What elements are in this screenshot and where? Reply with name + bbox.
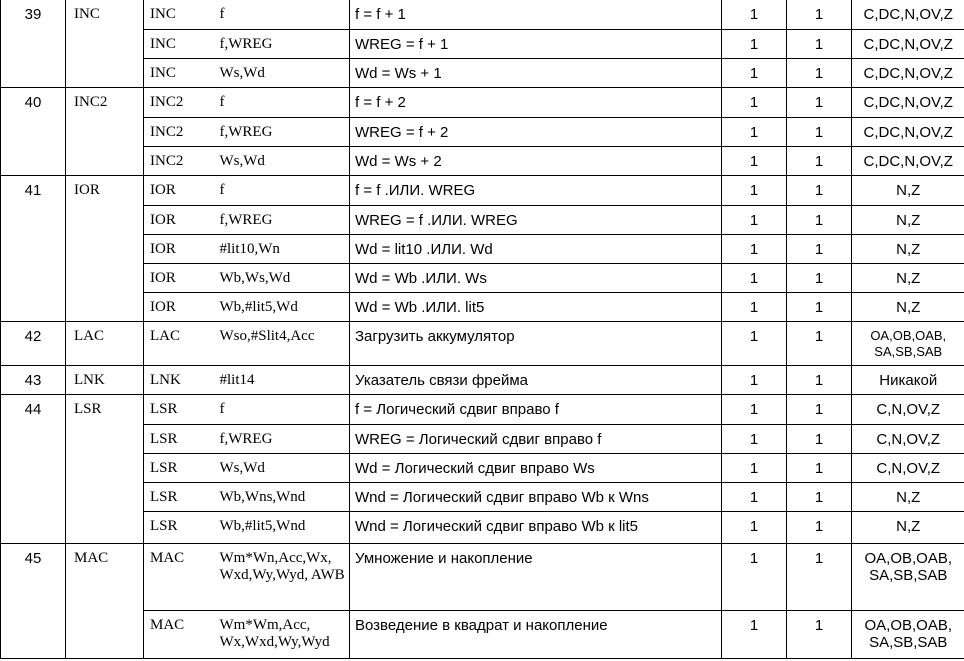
- operands: f: [218, 0, 350, 30]
- status-flags: N,Z: [852, 483, 964, 512]
- words-count: 1: [722, 611, 787, 659]
- table-row: [1, 118, 964, 147]
- assembly-syntax: LSR: [144, 454, 218, 483]
- operands: f: [218, 395, 350, 425]
- description: Wd = Ws + 2: [350, 147, 722, 176]
- status-flags: N,Z: [852, 176, 964, 206]
- words-count: 1: [722, 88, 787, 118]
- instruction-mnemonic: LAC: [66, 322, 144, 366]
- description: f = Логический сдвиг вправо f: [350, 395, 722, 425]
- cycles-count: 1: [787, 264, 852, 293]
- words-count: 1: [722, 366, 787, 395]
- assembly-syntax: INC: [144, 59, 218, 88]
- instruction-mnemonic: IOR: [66, 176, 144, 322]
- status-flags: N,Z: [852, 512, 964, 544]
- cycles-count: 1: [787, 0, 852, 30]
- description: Wd = lit10 .ИЛИ. Wd: [350, 235, 722, 264]
- table-row: [1, 611, 964, 659]
- description: Возведение в квадрат и накопление: [350, 611, 722, 659]
- words-count: 1: [722, 0, 787, 30]
- operands: Wb,Ws,Wd: [218, 264, 350, 293]
- assembly-syntax: INC2: [144, 88, 218, 118]
- table-row: [1, 30, 964, 59]
- assembly-syntax: MAC: [144, 611, 218, 659]
- table-row: [1, 206, 964, 235]
- status-flags: N,Z: [852, 264, 964, 293]
- status-flags: C,DC,N,OV,Z: [852, 0, 964, 30]
- status-flags: Никакой: [852, 366, 964, 395]
- cycles-count: 1: [787, 425, 852, 454]
- description: WREG = f .ИЛИ. WREG: [350, 206, 722, 235]
- table-row: [1, 454, 964, 483]
- table-row: [1, 425, 964, 454]
- description: Wd = Wb .ИЛИ. lit5: [350, 293, 722, 322]
- assembly-syntax: IOR: [144, 206, 218, 235]
- assembly-syntax: INC2: [144, 118, 218, 147]
- status-flags: C,N,OV,Z: [852, 395, 964, 425]
- assembly-syntax: INC: [144, 30, 218, 59]
- table-row: [1, 235, 964, 264]
- words-count: 1: [722, 30, 787, 59]
- words-count: 1: [722, 264, 787, 293]
- table-row: [1, 366, 964, 395]
- status-flags: C,DC,N,OV,Z: [852, 147, 964, 176]
- description: f = f + 2: [350, 88, 722, 118]
- words-count: 1: [722, 176, 787, 206]
- operands: f,WREG: [218, 118, 350, 147]
- status-flags: OA,OB,OAB, SA,SB,SAB: [852, 322, 964, 366]
- cycles-count: 1: [787, 395, 852, 425]
- assembly-syntax: LNK: [144, 366, 218, 395]
- words-count: 1: [722, 293, 787, 322]
- operands: Wm*Wn,Acc,Wx, Wxd,Wy,Wyd, AWB: [218, 544, 350, 611]
- description: Wnd = Логический сдвиг вправо Wb к Wns: [350, 483, 722, 512]
- status-flags: OA,OB,OAB, SA,SB,SAB: [852, 611, 964, 659]
- cycles-count: 1: [787, 235, 852, 264]
- status-flags: OA,OB,OAB, SA,SB,SAB: [852, 544, 964, 611]
- operands: f: [218, 176, 350, 206]
- description: Wnd = Логический сдвиг вправо Wb к lit5: [350, 512, 722, 544]
- assembly-syntax: IOR: [144, 176, 218, 206]
- instruction-number: 44: [1, 395, 66, 544]
- cycles-count: 1: [787, 322, 852, 366]
- instruction-number: 39: [1, 0, 66, 88]
- status-flags: C,DC,N,OV,Z: [852, 118, 964, 147]
- operands: Wso,#Slit4,Acc: [218, 322, 350, 366]
- status-flags: C,N,OV,Z: [852, 425, 964, 454]
- cycles-count: 1: [787, 118, 852, 147]
- cycles-count: 1: [787, 544, 852, 611]
- cycles-count: 1: [787, 176, 852, 206]
- table-row: [1, 293, 964, 322]
- words-count: 1: [722, 322, 787, 366]
- assembly-syntax: LSR: [144, 512, 218, 544]
- cycles-count: 1: [787, 206, 852, 235]
- operands: Ws,Wd: [218, 454, 350, 483]
- instruction-mnemonic: MAC: [66, 544, 144, 659]
- description: WREG = f + 2: [350, 118, 722, 147]
- operands: f: [218, 88, 350, 118]
- words-count: 1: [722, 544, 787, 611]
- words-count: 1: [722, 59, 787, 88]
- cycles-count: 1: [787, 293, 852, 322]
- status-flags: N,Z: [852, 206, 964, 235]
- table-row: [1, 88, 964, 118]
- cycles-count: 1: [787, 512, 852, 544]
- status-flags: C,DC,N,OV,Z: [852, 59, 964, 88]
- instruction-number: 43: [1, 366, 66, 395]
- status-flags: C,N,OV,Z: [852, 454, 964, 483]
- instruction-number: 41: [1, 176, 66, 322]
- words-count: 1: [722, 483, 787, 512]
- description: f = f + 1: [350, 0, 722, 30]
- table-row: [1, 147, 964, 176]
- description: Wd = Логический сдвиг вправо Ws: [350, 454, 722, 483]
- words-count: 1: [722, 425, 787, 454]
- cycles-count: 1: [787, 147, 852, 176]
- table-row: [1, 483, 964, 512]
- assembly-syntax: INC2: [144, 147, 218, 176]
- operands: #lit10,Wn: [218, 235, 350, 264]
- instruction-mnemonic: LNK: [66, 366, 144, 395]
- words-count: 1: [722, 395, 787, 425]
- operands: f,WREG: [218, 206, 350, 235]
- operands: Wb,#lit5,Wd: [218, 293, 350, 322]
- operands: f,WREG: [218, 425, 350, 454]
- table-row: [1, 512, 964, 544]
- assembly-syntax: IOR: [144, 235, 218, 264]
- cycles-count: 1: [787, 59, 852, 88]
- instruction-number: 45: [1, 544, 66, 659]
- cycles-count: 1: [787, 454, 852, 483]
- operands: Wb,Wns,Wnd: [218, 483, 350, 512]
- description: Wd = Ws + 1: [350, 59, 722, 88]
- table-row: [1, 59, 964, 88]
- operands: f,WREG: [218, 30, 350, 59]
- words-count: 1: [722, 206, 787, 235]
- status-flags: C,DC,N,OV,Z: [852, 30, 964, 59]
- cycles-count: 1: [787, 88, 852, 118]
- operands: #lit14: [218, 366, 350, 395]
- words-count: 1: [722, 454, 787, 483]
- description: Wd = Wb .ИЛИ. Ws: [350, 264, 722, 293]
- status-flags: N,Z: [852, 235, 964, 264]
- table-row: [1, 0, 964, 30]
- table-row: [1, 395, 964, 425]
- table-row: [1, 544, 964, 611]
- cycles-count: 1: [787, 30, 852, 59]
- operands: Ws,Wd: [218, 59, 350, 88]
- operands: Ws,Wd: [218, 147, 350, 176]
- words-count: 1: [722, 147, 787, 176]
- description: Загрузить аккумулятор: [350, 322, 722, 366]
- assembly-syntax: LSR: [144, 483, 218, 512]
- assembly-syntax: LSR: [144, 425, 218, 454]
- description: WREG = Логический сдвиг вправо f: [350, 425, 722, 454]
- operands: Wm*Wm,Acc, Wx,Wxd,Wy,Wyd: [218, 611, 350, 659]
- instruction-number: 40: [1, 88, 66, 176]
- description: Умножение и накопление: [350, 544, 722, 611]
- cycles-count: 1: [787, 483, 852, 512]
- instruction-mnemonic: INC: [66, 0, 144, 88]
- words-count: 1: [722, 118, 787, 147]
- status-flags: N,Z: [852, 293, 964, 322]
- assembly-syntax: MAC: [144, 544, 218, 611]
- cycles-count: 1: [787, 611, 852, 659]
- instruction-number: 42: [1, 322, 66, 366]
- cycles-count: 1: [787, 366, 852, 395]
- words-count: 1: [722, 512, 787, 544]
- description: WREG = f + 1: [350, 30, 722, 59]
- table-row: [1, 264, 964, 293]
- words-count: 1: [722, 235, 787, 264]
- assembly-syntax: IOR: [144, 264, 218, 293]
- assembly-syntax: LAC: [144, 322, 218, 366]
- assembly-syntax: IOR: [144, 293, 218, 322]
- operands: Wb,#lit5,Wnd: [218, 512, 350, 544]
- instruction-mnemonic: INC2: [66, 88, 144, 176]
- table-row: [1, 176, 964, 206]
- description: Указатель связи фрейма: [350, 366, 722, 395]
- table-row: [1, 322, 964, 366]
- assembly-syntax: INC: [144, 0, 218, 30]
- assembly-syntax: LSR: [144, 395, 218, 425]
- description: f = f .ИЛИ. WREG: [350, 176, 722, 206]
- instruction-mnemonic: LSR: [66, 395, 144, 544]
- status-flags: C,DC,N,OV,Z: [852, 88, 964, 118]
